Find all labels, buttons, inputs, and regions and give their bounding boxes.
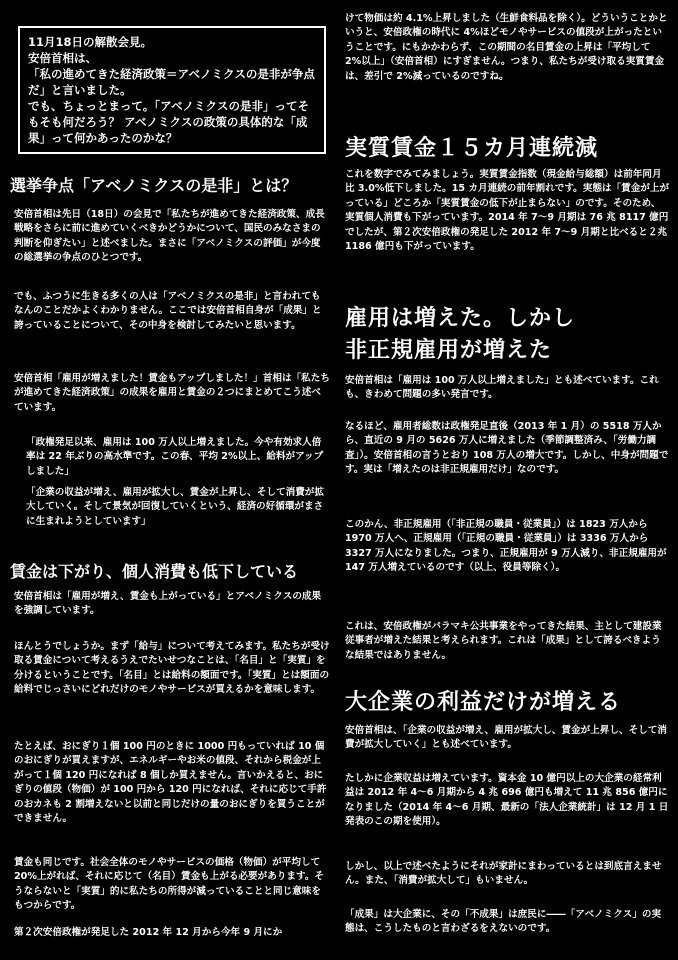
paragraph: 安倍首相は、「企業の収益が増え、雇用が拡大し、賃金が上昇し、そして消費が拡大していく」とも述べています。 xyxy=(345,725,667,751)
heading-election-issue: 選挙争点「アベノミクスの是非」とは？ xyxy=(10,176,298,195)
paragraph: 「成果」は大企業に、その「不成果」は庶民に――「アベノミクス」の実態は、こうしたものと言わざるをえないのです。 xyxy=(345,909,662,935)
paragraph: このかん、非正規雇用（「非正規の職員・従業員」）は 1823 万人から 1970 万人へ、正規雇用（「正規の職員・従業員」）は 3336 万人から 3327 万人になりました。つまり、正規雇用が 9 万人減り、非正規雇用が 147 万人増えているのです（以上、役員等除く）。 xyxy=(345,519,667,574)
intro-line: 「私の進めてきた経済政策＝アベノミクスの是非が争点だ」と言いました。 xyxy=(28,67,315,97)
paragraph: 安倍首相は「雇用は 100 万人以上増えました」とも述べています。これも、きわめて問題の多い発言です。 xyxy=(345,375,659,401)
quote: 「企業の収益が増え、雇用が拡大し、賃金が上昇し、そして消費が拡大していく。そして景気が回復していくという、経済の好循環がまさに生まれようとしています」 xyxy=(26,487,324,527)
paragraph: しかし、以上で述べたようにそれが家計にまわっているとは到底言えません。また、「消費が拡大して」もいません。 xyxy=(345,861,662,887)
paragraph: 安倍首相は先日（18日）の会見で「私たちが進めてきた経済政策、成長戦略をさらに前に進めていくべきかどうかについて、国民のみなさまの判断を仰ぎたい」と述べました。まさに「アベノミクスの評価」が今度の総選挙の争点のひとつです。 xyxy=(14,209,325,264)
paragraph: たとえば、おにぎり１個 100 円のときに 1000 円もっていれば 10 個のおにぎりが買えますが、エネルギーやお米の値段、それから税金が上がって１個 120 円になれば 8 個しか買えません。言いかえると、おにぎりの値段（物価）が 100 円から 120 円になれば、それに応じて手許のおカネも 2 割増えないと以前と同じだけの量のおにぎりを買うことができません。 xyxy=(14,741,327,825)
paragraph: けて物価は約 4.1%上昇しました（生鮮食料品を除く）。どういうことかというと、安倍政権の時代に 4%ほどモノやサービスの値段が上がったということです。にもかかわらず、この期間の名目賃金の上昇は「平均して 2%以上」（安倍首相）にすぎません。つまり、私たちが受け取る実質賃金は、差引で 2%減っているのですね。 xyxy=(345,13,668,82)
heading-employment-2: 非正規雇用が増えた xyxy=(345,338,553,363)
heading-corporate-profits: 大企業の利益だけが増える xyxy=(345,690,622,715)
heading-employment-1: 雇用は増えた。しかし xyxy=(345,306,576,331)
paragraph: たしかに企業収益は増えています。資本金 10 億円以上の大企業の経常利益は 2012 年 4〜6 月期から 4 兆 696 億円も増えて 11 兆 856 億円になりました（2014 年 4〜6 月期、最新の「法人企業統計」は 12 月 1 日発表のこの期を使用）。 xyxy=(345,773,669,828)
paragraph: 第２次安倍政権が発足した 2012 年 12 月から今年 9 月にか xyxy=(14,927,283,938)
quote: 「政権発足以来、雇用は 100 万人以上増えました。今や有効求人倍率は 22 年ぶりの高水準です。この春、平均 2%以上、給料がアップしました」 xyxy=(26,437,324,477)
paragraph: なるほど、雇用者総数は政権発足直後（2013 年 1 月）の 5518 万人から、直近の 9 月の 5626 万人に増えました（季節調整済み、「労働力調査」）。安倍首相の言うとおり 108 万人の増大です。しかし、中身が問題です。実は「増えたのは非正規雇用だけ」なのです。 xyxy=(345,421,669,476)
paragraph: これを数字でみてみましょう。実質賃金指数（現金給与総額）は前年同月比 3.0%低下しました。15 カ月連続の前年割れです。実態は「賃金が上がっている」どころか「実質賃金の低下が止まらない」のです。そのため、実質個人消費も下がっています。2014 年 7〜9 月期は 76 兆 8117 億円でしたが、第２次安倍政権の発足した 2012 年 7〜9 月期と比べると２兆 1186 億円も下がっています。 xyxy=(345,169,670,253)
intro-line: 11月18日の解散会見。 xyxy=(28,35,153,49)
paragraph: 安倍首相は「雇用が増え、賃金も上がっている」とアベノミクスの成果を強調しています。 xyxy=(14,591,322,617)
intro-line: 安倍首相は、 xyxy=(28,51,97,65)
paragraph: これは、安倍政権がバラマキ公共事業をやってきた結果、主として建設業従事者が増えた結果と考えられます。これは「成果」として誇るべきような結果ではありません。 xyxy=(345,621,662,661)
paragraph: 賃金も同じです。社会全体のモノやサービスの価格（物価）が平均して 20%上がれば、それに応じて（名目）賃金も上がる必要があります。そうならないと「実質」的に私たちの所得が減っていることと同じ意味をもつからです。 xyxy=(14,857,325,912)
intro-box xyxy=(18,26,326,154)
heading-wages-down: 賃金は下がり、個人消費も低下している xyxy=(10,562,299,581)
intro-line: でも、ちょっとまって。「アベノミクスの是非」ってそもそも何だろう？ アベノミクスの政策の具体的な「成果」って何かあったのかな？ xyxy=(28,99,309,145)
heading-real-wages: 実質賃金１５カ月連続減 xyxy=(345,136,599,161)
paragraph: でも、ふつうに生きる多くの人は「アベノミクスの是非」と言われてもなんのことだかよくわかりません。ここでは安倍首相自身が「成果」と誇っていることについて、その中身を検討してみたいと思います。 xyxy=(14,291,322,331)
paragraph: 安倍首相「雇用が増えました！賃金もアップしました！」首相は「私たちが進めてきた経済政策」の成果を雇用と賃金の２つにまとめてこう述べています。 xyxy=(14,373,330,413)
paragraph: ほんとうでしょうか。まず「給与」について考えてみます。私たちが受け取る賃金について考えるうえでたいせつなことは、「名目」と「実質」を分けるということです。「名目」とは給料の額面です。「実質」とは額面の給料でじっさいにどれだけのモノやサービスが買えるかを意味します。 xyxy=(14,641,330,696)
